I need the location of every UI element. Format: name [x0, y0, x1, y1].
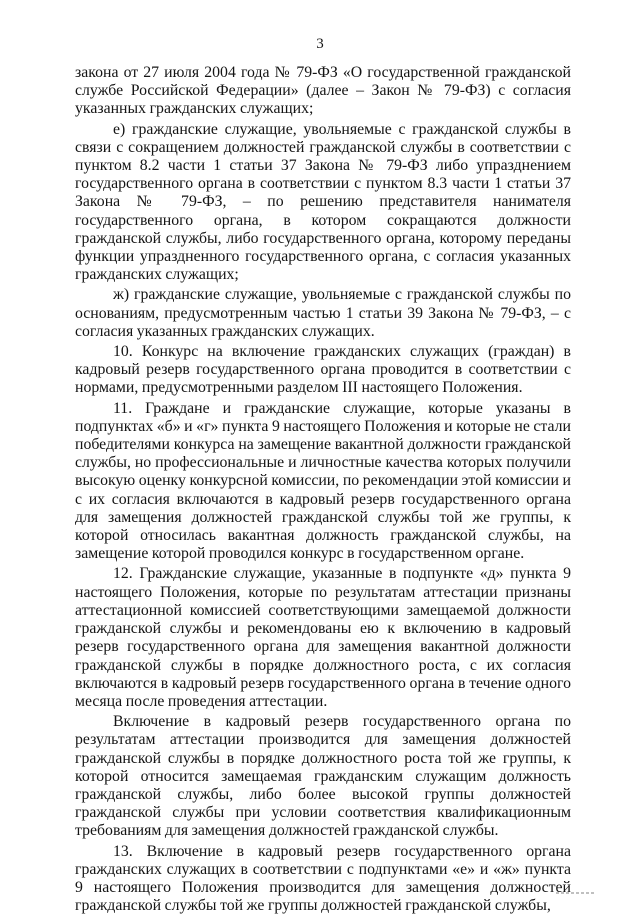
paragraph-item-13: 13. Включение в кадровый резерв государственного органа гражданских служащих в соответствии с подпунктами «е» и «ж» пункта 9 настоящего Положения производится для замещения должностей гражданской службы той же группы должностей гражданской службы, — [75, 842, 571, 915]
paragraph-subitem-zh: ж) гражданские служащие, увольняемые с гражданской службы по основаниям, предусмотренным частью 1 статьи 39 Закона № 79-ФЗ, – с согласия указанных гражданских служащих. — [75, 286, 571, 340]
paragraph-law-reference-continued: закона от 27 июля 2004 года № 79-ФЗ «О государственной гражданской службе Российской Федерации» (далее – Закон № 79-ФЗ) с согласия указанных гражданских служащих; — [75, 64, 571, 118]
scan-mark — [556, 890, 598, 896]
paragraph-item-11: 11. Граждане и гражданские служащие, которые указаны в подпунктах «б» и «г» пункта 9 настоящего Положения и которые не стали победителями конкурса на замещение вакантной должности гражданской службы, но профессиональные и личностные качества которых получили высокую оценку конкурсной комиссии, по рекомендации этой комиссии и с их согласия включаются в кадровый резерв государственного органа для замещения должностей гражданской службы той же группы, к которой относилась вакантная должность гражданской службы, на замещение которой проводился конкурс в государственном органе. — [75, 399, 571, 563]
document-body — [75, 64, 571, 915]
paragraph-item-12: 12. Гражданские служащие, указанные в подпункте «д» пункта 9 настоящего Положения, которые по результатам аттестации признаны аттестационной комиссией соответствующими замещаемой должности гражданской службы и рекомендованы ею к включению в кадровый резерв государственного органа для замещения вакантной должности гражданской службы в порядке должностного роста, с их согласия включаются в кадровый резерв государственного органа в течение одного месяца после проведения аттестации. — [75, 565, 571, 710]
paragraph-subitem-e: е) гражданские служащие, увольняемые с гражданской службы в связи с сокращением должностей гражданской службы в соответствии с пунктом 8.2 части 1 статьи 37 Закона № 79-ФЗ либо упразднением государственного органа в соответствии с пунктом 8.3 части 1 статьи 37 Закона № 79-ФЗ, – по решению представителя нанимателя государственного органа, в котором сокращаются должности гражданской службы, либо государственного органа, которому переданы функции упраздненного государственного органа, с согласия указанных гражданских служащих; — [75, 120, 571, 284]
page-number: 3 — [316, 36, 324, 52]
paragraph-item-12-continued: Включение в кадровый резерв государственного органа по результатам аттестации производится для замещения должностей гражданской службы в порядке должностного роста той же группы, к которой относится замещаемая гражданским служащим должность гражданской службы, либо более высокой группы должностей гражданской службы при условии соответствия квалификационным требованиям для замещения должностей гражданской службы. — [75, 713, 571, 840]
paragraph-item-10: 10. Конкурс на включение гражданских служащих (граждан) в кадровый резерв государственного органа проводится в соответствии с нормами, предусмотренными разделом III настоящего Положения. — [75, 343, 571, 397]
